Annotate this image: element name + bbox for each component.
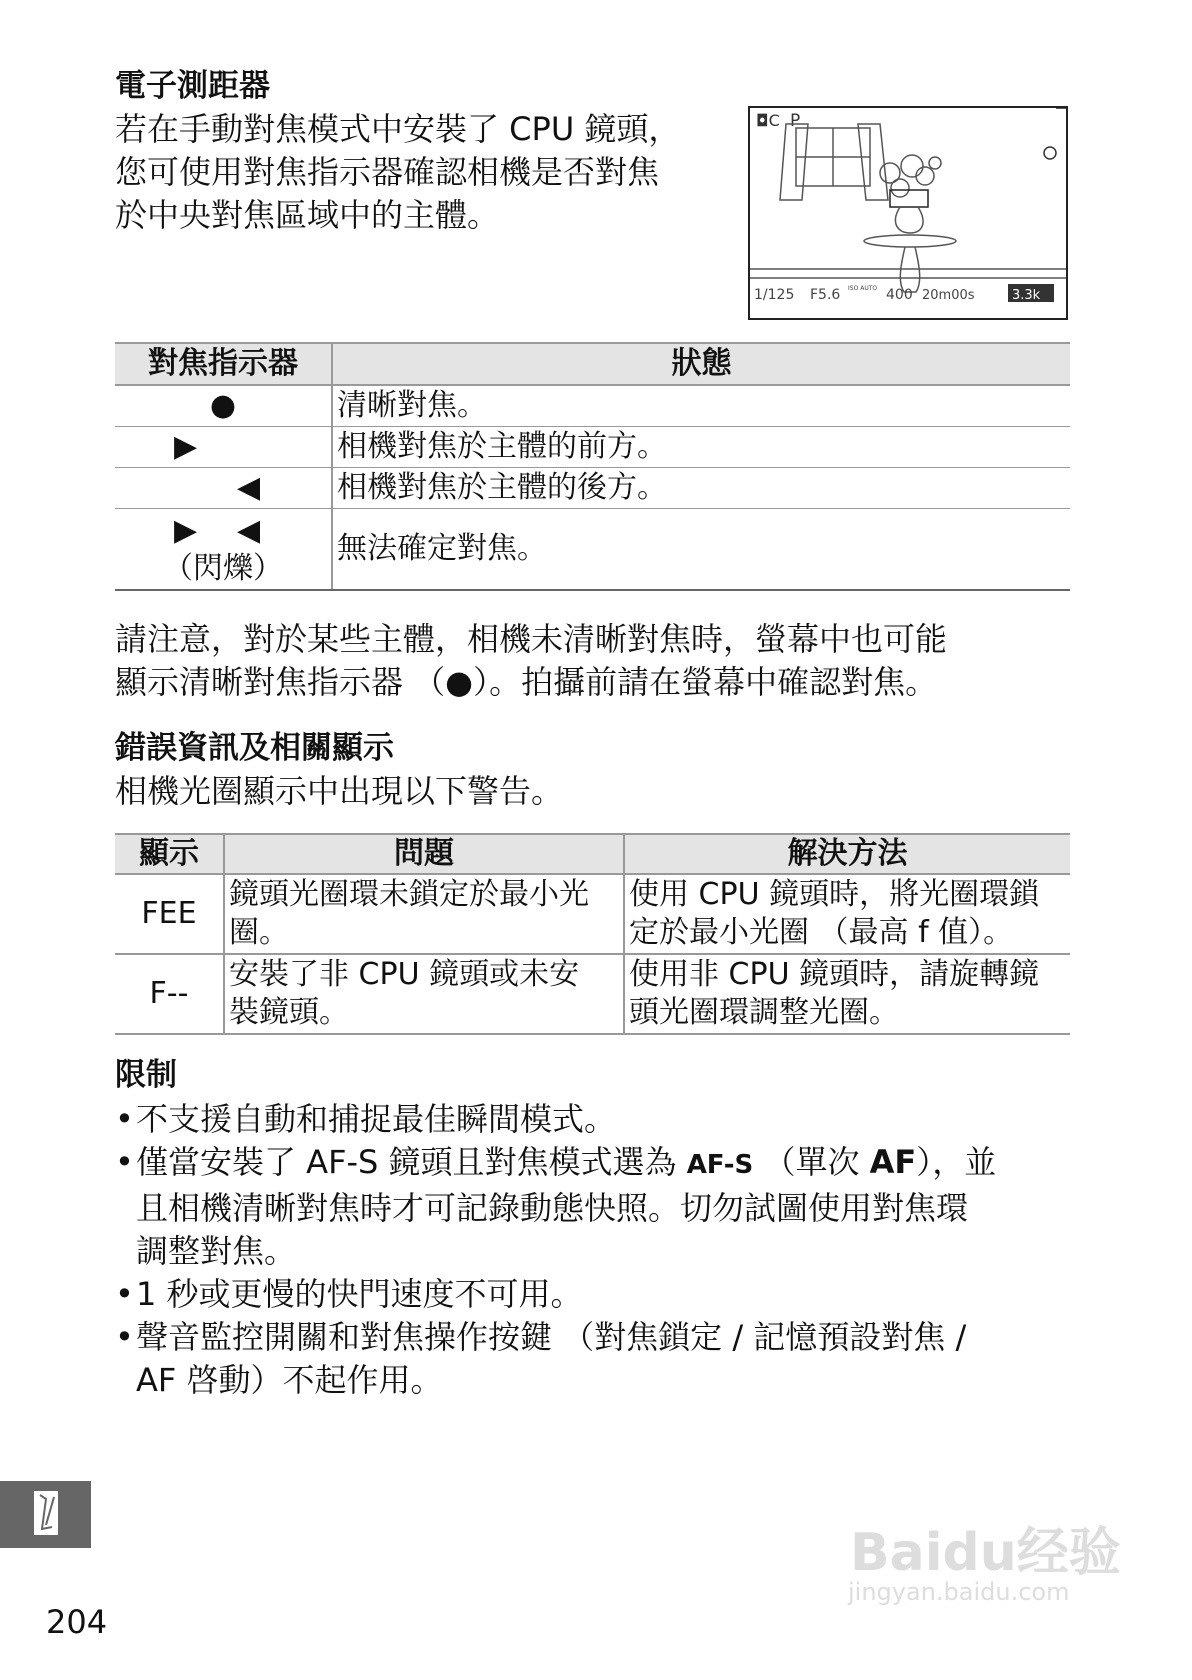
intro-paragraph: [115, 108, 680, 237]
af-label: AF: [869, 1143, 917, 1181]
camera-mode-icon: ◘C: [756, 111, 780, 130]
watermark-logo: Baidu经验: [850, 1523, 1121, 1583]
table-row: [115, 874, 1070, 954]
text: 且相機清晰對焦時才可記錄動態快照。切勿試圖使用對焦環: [136, 1189, 969, 1227]
table-row: [115, 427, 1070, 468]
table-header-row: [115, 343, 1070, 385]
note-paragraph: [115, 618, 947, 704]
text: 聲音監控開關和對焦操作按鍵 （對焦鎖定 / 記憶預設對焦 /: [136, 1318, 967, 1356]
front-arrow-icon: ▶: [174, 429, 198, 464]
indicator-cell: ●: [115, 385, 332, 427]
text-line: 您可使用對焦指示器確認相機是否對焦: [115, 153, 660, 191]
watermark-url: jingyan.baidu.com: [848, 1578, 1070, 1606]
text-line: 使用 CPU 鏡頭時，將光圈環鎖: [629, 877, 1040, 912]
section-tab: [0, 1481, 91, 1548]
table-row: [115, 385, 1070, 427]
solution-cell: [624, 954, 1070, 1034]
text-line: 圈。: [229, 915, 289, 950]
display-cell: FEE: [115, 874, 224, 954]
text-line: 請注意，對於某些主體，相機未清晰對焦時，螢幕中也可能: [115, 620, 948, 658]
col-header: 狀態: [332, 343, 1070, 385]
col-header: 問題: [224, 834, 624, 874]
status-cell: 相機對焦於主體的後方。: [332, 468, 1070, 509]
back-arrow-icon: ◀: [237, 513, 261, 548]
status-cell: 清晰對焦。: [332, 385, 1070, 427]
text-line: 定於最小光圈 （最高 f 值）。: [629, 915, 1014, 950]
text-line: 若在手動對焦模式中安裝了 CPU 鏡頭，: [115, 110, 681, 148]
iso-label: ISO AUTO: [848, 285, 878, 292]
list-item: [115, 1098, 1075, 1141]
text-line: 裝鏡頭。: [229, 995, 349, 1030]
text-line: 顯示清晰對焦指示器 （●）。拍攝前請在螢幕中確認對焦。: [115, 663, 938, 701]
text-line: 鏡頭光圈環未鎖定於最小光: [229, 877, 589, 912]
text: 調整對焦。: [136, 1232, 297, 1270]
status-cell: 相機對焦於主體的前方。: [332, 427, 1070, 468]
text-line: 使用非 CPU 鏡頭時，請旋轉鏡: [629, 957, 1040, 992]
back-arrow-icon: ◀: [237, 470, 261, 505]
af-s-mode-label: AF-S: [686, 1150, 754, 1180]
list-item: [115, 1141, 1075, 1273]
text: AF 啓動）不起作用。: [136, 1361, 443, 1399]
section-heading-rangefinder: 電子測距器: [115, 68, 270, 104]
text: 僅當安裝了 AF-S 鏡頭且對焦模式選為: [136, 1143, 687, 1181]
iso-readout: 400: [886, 287, 913, 303]
display-cell: F--: [115, 954, 224, 1034]
indicator-cell: [115, 427, 332, 468]
text-line: 頭光圈環調整光圈。: [629, 995, 899, 1030]
scene-drawing: [750, 124, 1066, 292]
pencil-note-icon: [34, 1491, 58, 1535]
text: ），並: [916, 1143, 997, 1181]
col-header: 解決方法: [624, 834, 1070, 874]
problem-cell: [224, 954, 624, 1034]
solution-cell: [624, 874, 1070, 954]
blinking-note: （閃爍）: [163, 551, 283, 586]
status-cell: 無法確定對焦。: [332, 509, 1070, 591]
col-header: 顯示: [115, 834, 224, 874]
indicator-cell: [115, 468, 332, 509]
text-line: 安裝了非 CPU 鏡頭或未安: [229, 957, 580, 992]
table-row: [115, 954, 1070, 1034]
mode-label: P: [790, 111, 801, 131]
error-table: [115, 833, 1070, 1035]
list-item: [115, 1316, 1075, 1402]
table-row: [115, 509, 1070, 591]
col-header: 對焦指示器: [115, 343, 332, 385]
text-line: 於中央對焦區域中的主體。: [115, 196, 500, 234]
list-item: [115, 1273, 1075, 1316]
focus-indicator-table: [115, 342, 1070, 591]
page-number: 204: [46, 1603, 108, 1641]
table-header-row: [115, 834, 1070, 874]
section-heading-errors: 錯誤資訊及相關顯示: [115, 730, 394, 766]
errors-intro: 相機光圈顯示中出現以下警告。: [115, 772, 564, 810]
text: 不支援自動和捕捉最佳瞬間模式。: [136, 1100, 617, 1138]
problem-cell: [224, 874, 624, 954]
restrictions-list: [115, 1098, 1075, 1402]
time-readout: 20m00s: [922, 288, 975, 303]
aperture-readout: F5.6: [810, 287, 841, 303]
text: （單次: [753, 1143, 870, 1181]
shutter-readout: 1/125: [754, 287, 795, 303]
front-arrow-icon: ▶: [174, 513, 198, 548]
table-row: [115, 468, 1070, 509]
focus-indicator-circle: [1044, 147, 1056, 159]
viewfinder-illustration: [748, 106, 1068, 320]
section-heading-restrictions: 限制: [115, 1057, 177, 1093]
indicator-cell: [115, 509, 332, 591]
shots-readout: 3.3k: [1012, 288, 1041, 303]
text: 1 秒或更慢的快門速度不可用。: [136, 1275, 583, 1313]
